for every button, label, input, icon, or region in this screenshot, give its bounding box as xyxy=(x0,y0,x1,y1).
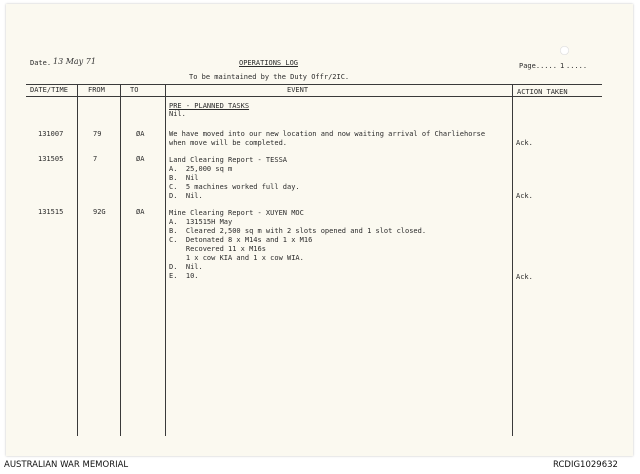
event-line: C. 5 machines worked full day. xyxy=(169,183,300,191)
event-line: B. Nil xyxy=(169,174,199,182)
event-line: A. 25,000 sq m xyxy=(169,165,233,173)
entry-time: 131515 xyxy=(38,208,64,216)
column-divider-event xyxy=(165,84,166,436)
column-divider-to xyxy=(120,84,121,436)
entry-to: ØA xyxy=(136,155,145,163)
column-divider-action xyxy=(512,84,513,436)
event-line: We have moved into our new location and now waiting arrival of Charliehorse xyxy=(169,130,486,138)
entry-action: Ack. xyxy=(516,273,533,281)
event-line: B. Cleared 2,500 sq m with 2 slots opened and 1 slot closed. xyxy=(169,227,427,235)
event-line: 1 x cow KIA and 1 x cow WIA. xyxy=(169,254,304,262)
event-line: Land Clearing Report - TESSA xyxy=(169,156,288,164)
event-line: when move will be completed. xyxy=(169,139,288,147)
event-line: E. 10. xyxy=(169,272,199,280)
column-divider-from xyxy=(77,84,78,436)
entry-time: 131505 xyxy=(38,155,64,163)
punch-hole xyxy=(560,46,569,55)
page-number: 1 xyxy=(560,62,565,70)
header-date-time: DATE/TIME xyxy=(30,86,68,94)
entry-time: 131007 xyxy=(38,130,64,138)
entry-to: ØA xyxy=(136,208,145,216)
event-line: D. Nil. xyxy=(169,192,203,200)
event-line: Recovered 11 x M16s xyxy=(169,245,266,253)
entry-action: Ack. xyxy=(516,192,533,200)
entry-from: 7 xyxy=(93,155,98,163)
record-id: RCDIG1029632 xyxy=(553,460,618,470)
header-to: TO xyxy=(130,86,139,94)
header-from: FROM xyxy=(88,86,105,94)
event-line: Mine Clearing Report - XUYEN MOC xyxy=(169,209,304,217)
date-label: Date. xyxy=(30,59,52,67)
header-action-taken: ACTION TAKEN xyxy=(517,88,568,96)
event-line: A. 131515H May xyxy=(169,218,233,226)
event-line: C. Detonated 8 x M14s and 1 x M16 xyxy=(169,236,313,244)
page-label: Page..... xyxy=(519,62,557,70)
log-title: OPERATIONS LOG xyxy=(239,59,299,67)
table-header-rule xyxy=(26,96,602,97)
date-value: 13 May 71 xyxy=(53,57,96,66)
event-line: D. Nil. xyxy=(169,263,203,271)
header-event: EVENT xyxy=(287,86,309,94)
entry-from: 79 xyxy=(93,130,102,138)
page-suffix: ..... xyxy=(566,62,588,70)
entry-action: Ack. xyxy=(516,139,533,147)
table-top-rule xyxy=(26,84,602,85)
event-line: Nil. xyxy=(169,110,186,118)
archive-credit: AUSTRALIAN WAR MEMORIAL xyxy=(4,460,129,470)
entry-to: ØA xyxy=(136,130,145,138)
log-subtitle: To be maintained by the Duty Offr/2IC. xyxy=(189,73,350,81)
entry-from: 92G xyxy=(93,208,106,216)
event-line: PRE - PLANNED TASKS xyxy=(169,102,250,110)
